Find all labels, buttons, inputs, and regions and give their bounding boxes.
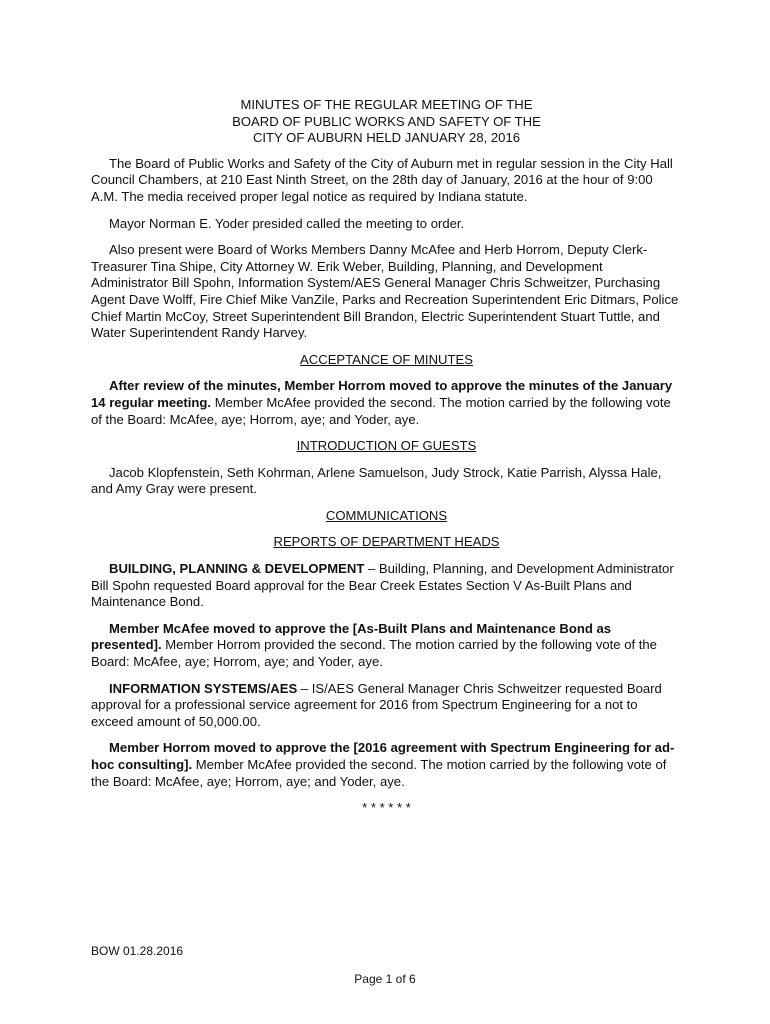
motion2-bold: Member Horrom moved to approve the [2016 agreement with Spectrum Engineering for ad-hoc consulting]. bbox=[91, 740, 675, 772]
title-line-1: MINUTES OF THE REGULAR MEETING OF THE bbox=[240, 97, 533, 112]
mayor-paragraph: Mayor Norman E. Yoder presided called the meeting to order. bbox=[109, 215, 465, 231]
document-title bbox=[91, 97, 682, 147]
motion1-text: Member Horrom provided the second. The motion carried by the following vote of the Board: McAfee, aye; Horrom, aye; and Yoder, aye. bbox=[91, 637, 657, 670]
motion1-bold: Member McAfee moved to approve the [As-Built Plans and Maintenance Bond as presented]. bbox=[91, 620, 612, 653]
acceptance-motion-bold: After review of the minutes, Member Horrom moved to approve the minutes of the January 14 regular meeting. bbox=[91, 378, 673, 410]
guests-paragraph: Jacob Klopfenstein, Seth Kohrman, Arlene Samuelson, Judy Strock, Katie Parrish, Alyssa Hale, and Amy Gray were present. bbox=[91, 464, 662, 497]
motion2-text: Member McAfee provided the second. The motion carried by the following vote of the Board: McAfee, aye; Horrom, aye; and Yoder, aye. bbox=[91, 757, 667, 789]
title-line-3: CITY OF AUBURN HELD JANUARY 28, 2016 bbox=[252, 130, 521, 146]
title-line-2: BOARD OF PUBLIC WORKS AND SAFETY OF THE bbox=[232, 113, 541, 129]
section-separator: * * * * * * bbox=[362, 800, 411, 816]
motion1-paragraph bbox=[91, 621, 682, 671]
is-text: – IS/AES General Manager Chris Schweitzer requested Board approval for a professional service agreement for 2016 from Spectrum Engineering for a not to exceed amount of 50,000.00. bbox=[91, 680, 662, 729]
motion2-paragraph bbox=[91, 740, 682, 790]
bpd-text: – Building, Planning, and Development Administrator Bill Spohn requested Board approval for the Bear Creek Estates Section V As-Built Plans and Maintenance Bond. bbox=[91, 561, 674, 610]
intro-paragraph: The Board of Public Works and Safety of the City of Auburn met in regular session in the City Hall Council Chambers, at 210 East Ninth Street, on the 28th day of January, 2016 at the hour of 9:00 A.M. The media received proper legal notice as required by Indiana statute. bbox=[91, 155, 673, 204]
footer-page-number: Page 1 of 6 bbox=[354, 972, 416, 986]
acceptance-paragraph bbox=[91, 378, 682, 428]
bpd-label: BUILDING, PLANNING & DEVELOPMENT bbox=[109, 561, 365, 577]
reports-heading: REPORTS OF DEPARTMENT HEADS bbox=[273, 534, 500, 550]
is-paragraph bbox=[91, 681, 682, 731]
is-label: INFORMATION SYSTEMS/AES bbox=[109, 680, 298, 696]
guests-heading: INTRODUCTION OF GUESTS bbox=[296, 438, 477, 454]
communications-heading: COMMUNICATIONS bbox=[325, 507, 448, 523]
bpd-paragraph bbox=[91, 561, 682, 611]
footer-doc-id: BOW 01.28.2016 bbox=[91, 944, 184, 958]
document-body bbox=[91, 97, 682, 817]
attendees-paragraph: Also present were Board of Works Members Danny McAfee and Herb Horrom, Deputy Clerk-Treasurer Tina Shipe, City Attorney W. Erik Weber, Building, Planning, and Development Administrator Bill Spohn, Information System/AES General Manager Chris Schweitzer, Purchasing Agent Dave Wolff, Fire Chief Mike VanZile, Parks and Recreation Superintendent Eric Ditmars, Police Chief Martin McCoy, Street Superintendent Bill Brandon, Electric Superintendent Stuart Tuttle, and Water Superintendent Randy Harvey. bbox=[91, 242, 679, 341]
acceptance-motion-text: Member McAfee provided the second. The motion carried by the following vote of the Board: McAfee, aye; Horrom, aye; and Yoder, aye. bbox=[91, 394, 671, 427]
acceptance-heading: ACCEPTANCE OF MINUTES bbox=[300, 351, 473, 367]
